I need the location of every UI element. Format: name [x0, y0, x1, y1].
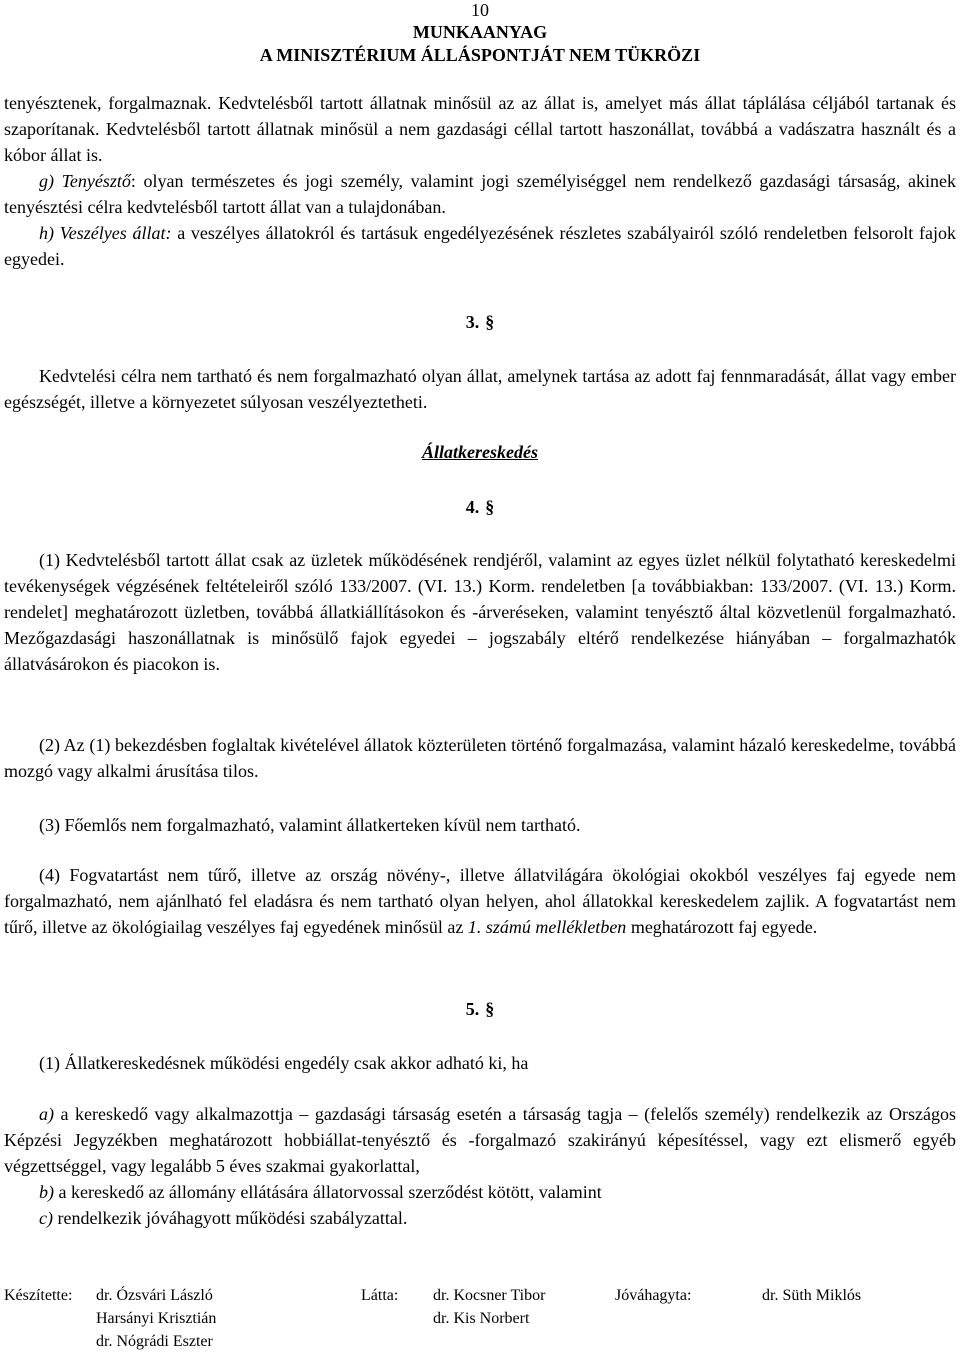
header-draft-label: MUNKAANYAG: [412, 22, 548, 42]
section-4-heading: [0, 496, 960, 518]
intro-block: [4, 90, 956, 272]
definition-h-text: a veszélyes állatokról és tartásuk engedélyezésének részletes szabályairól szóló rendeletben felsorolt fajok egyedei.: [4, 223, 956, 269]
section-4-p4-block: [4, 862, 956, 940]
section-4-p4-text-a: (4) Fogvatartást nem tűrő, illetve az ország növény-, illetve állatvilágára ökológiai okokból veszélyes faj egyede nem forgalmazható, nem ajánlható fel eladásra és nem tartható olyan helyen, ahol állatokkal kereskedelem zajlik. A fogvatartást nem tűrő, illetve az ökológiailag veszélyes faj egyedének minősül az: [4, 865, 956, 937]
chapter-heading: Állatkereskedés: [422, 442, 538, 462]
prepared-by-label: Készítette:: [4, 1287, 73, 1304]
definition-g-label: g) Tenyésztő: [39, 171, 131, 191]
section-3-number: 3.: [465, 312, 480, 332]
section-5-number: 5.: [465, 999, 480, 1019]
paragraph-symbol: §: [485, 497, 495, 517]
approved-by-names: [762, 1284, 861, 1307]
section-5-items: [4, 1101, 956, 1231]
list-item-b: [4, 1179, 956, 1205]
section-4-p4-text-b: meghatározott faj egyede.: [626, 917, 818, 937]
section-5-p1: (1) Állatkereskedésnek működési engedély csak akkor adható ki, ha: [39, 1053, 529, 1073]
definition-h-label: h) Veszélyes állat:: [39, 223, 172, 243]
section-4-number: 4.: [465, 497, 480, 517]
list-item-c-label: c): [39, 1208, 53, 1228]
approved-by-label: Jóváhagyta:: [615, 1287, 692, 1304]
section-3-text: Kedvtelési célra nem tartható és nem forgalmazható olyan állat, amelynek tartása az adott faj fennmaradását, állat vagy ember egészségét, illetve a környezetet súlyosan veszélyeztetheti.: [4, 366, 956, 412]
seen-by-name: dr. Kocsner Tibor: [433, 1287, 546, 1304]
section-4-p3: (3) Főemlős nem forgalmazható, valamint állatkerteken kívül nem tartható.: [39, 815, 581, 835]
definition-g-text: : olyan természetes és jogi személy, valamint jogi személyiséggel nem rendelkező gazdasági társaság, akinek tenyésztési célra kedvtelésből tartott állat van a tulajdonában.: [4, 171, 956, 217]
section-4-p2: (2) Az (1) bekezdésben foglaltak kivételével állatok közterületen történő forgalmazása, valamint házaló kereskedelme, továbbá mozgó vagy alkalmi árusítása tilos.: [4, 735, 956, 781]
prepared-by-names: [96, 1284, 216, 1353]
list-item-c-text: rendelkezik jóváhagyott működési szabályzattal.: [52, 1208, 408, 1228]
list-item-a: [4, 1101, 956, 1179]
section-4-p1: (1) Kedvtelésből tartott állat csak az üzletek működésének rendjéről, valamint az egyes üzlet nélkül folytatható kereskedelmi tevékenységek végzésének feltételeiről szóló 133/2007. (VI. 13.) Korm. rendeletben [a továbbiakban: 133/2007. (VI. 13.) Korm. rendelet] meghatározott üzletben, továbbá állatkiállításokon és -árveréseken, valamint tenyésztő által közvetlenül forgalmazható. Mezőgazdasági haszonállatnak is minősülő fajok egyedei – jogszabály eltérő rendelkezése hiányában – forgalmazhatók állatvásárokon és piacokon is.: [4, 550, 956, 674]
approved-by-name: dr. Süth Miklós: [762, 1287, 862, 1304]
list-item-a-text: a kereskedő vagy alkalmazottja – gazdasági társaság esetén a társaság tagja – (felelős személy) rendelkezik az Országos Képzési Jegyzékben meghatározott hobbiállat-tenyésztő és -forgalmazó szakirányú képesítéssel, vagy ezt elismerő egyéb végzettséggel, vagy legalább 5 éves szakmai gyakorlattal,: [4, 1104, 956, 1176]
header-disclaimer: A MINISZTÉRIUM ÁLLÁSPONTJÁT NEM TÜKRÖZI: [259, 45, 701, 65]
annex-reference: 1. számú mellékletben: [467, 917, 627, 937]
paragraph-symbol: §: [485, 312, 495, 332]
section-4-p1-block: [4, 547, 956, 677]
list-item-b-text: a kereskedő az állomány ellátására állatorvossal szerződést kötött, valamint: [54, 1182, 602, 1202]
section-3-heading: [0, 311, 960, 333]
definition-g: [4, 168, 956, 220]
section-4-p4: [4, 862, 956, 940]
list-item-b-label: b): [39, 1182, 54, 1202]
prepared-by-name: dr. Ózsvári László: [96, 1287, 213, 1304]
prepared-by-name: dr. Nógrádi Eszter: [96, 1333, 213, 1350]
section-3-body: [4, 363, 956, 415]
section-5-heading: [0, 998, 960, 1020]
list-item-c: [4, 1205, 956, 1231]
seen-by-name: dr. Kis Norbert: [433, 1310, 530, 1327]
prepared-by-name: Harsányi Krisztián: [96, 1310, 217, 1327]
list-item-a-label: a): [39, 1104, 54, 1124]
section-4-p3-block: [4, 812, 956, 838]
seen-by-label: Látta:: [361, 1287, 399, 1304]
definition-h: [4, 220, 956, 272]
paragraph-symbol: §: [485, 999, 495, 1019]
intro-paragraph: tenyésztenek, forgalmaznak. Kedvtelésből tartott állatnak minősül az az állat is, amelyet más állat táplálása céljából tartanak és szaporítanak. Kedvtelésből tartott állatnak minősül a nem gazdasági céllal tartott haszonállat, továbbá a vadászatra használt és a kóbor állat is.: [4, 93, 956, 165]
section-4-p2-block: [4, 732, 956, 784]
seen-by-names: [433, 1284, 545, 1330]
section-5-p1-block: [4, 1050, 956, 1076]
page-number: 10: [471, 0, 489, 20]
